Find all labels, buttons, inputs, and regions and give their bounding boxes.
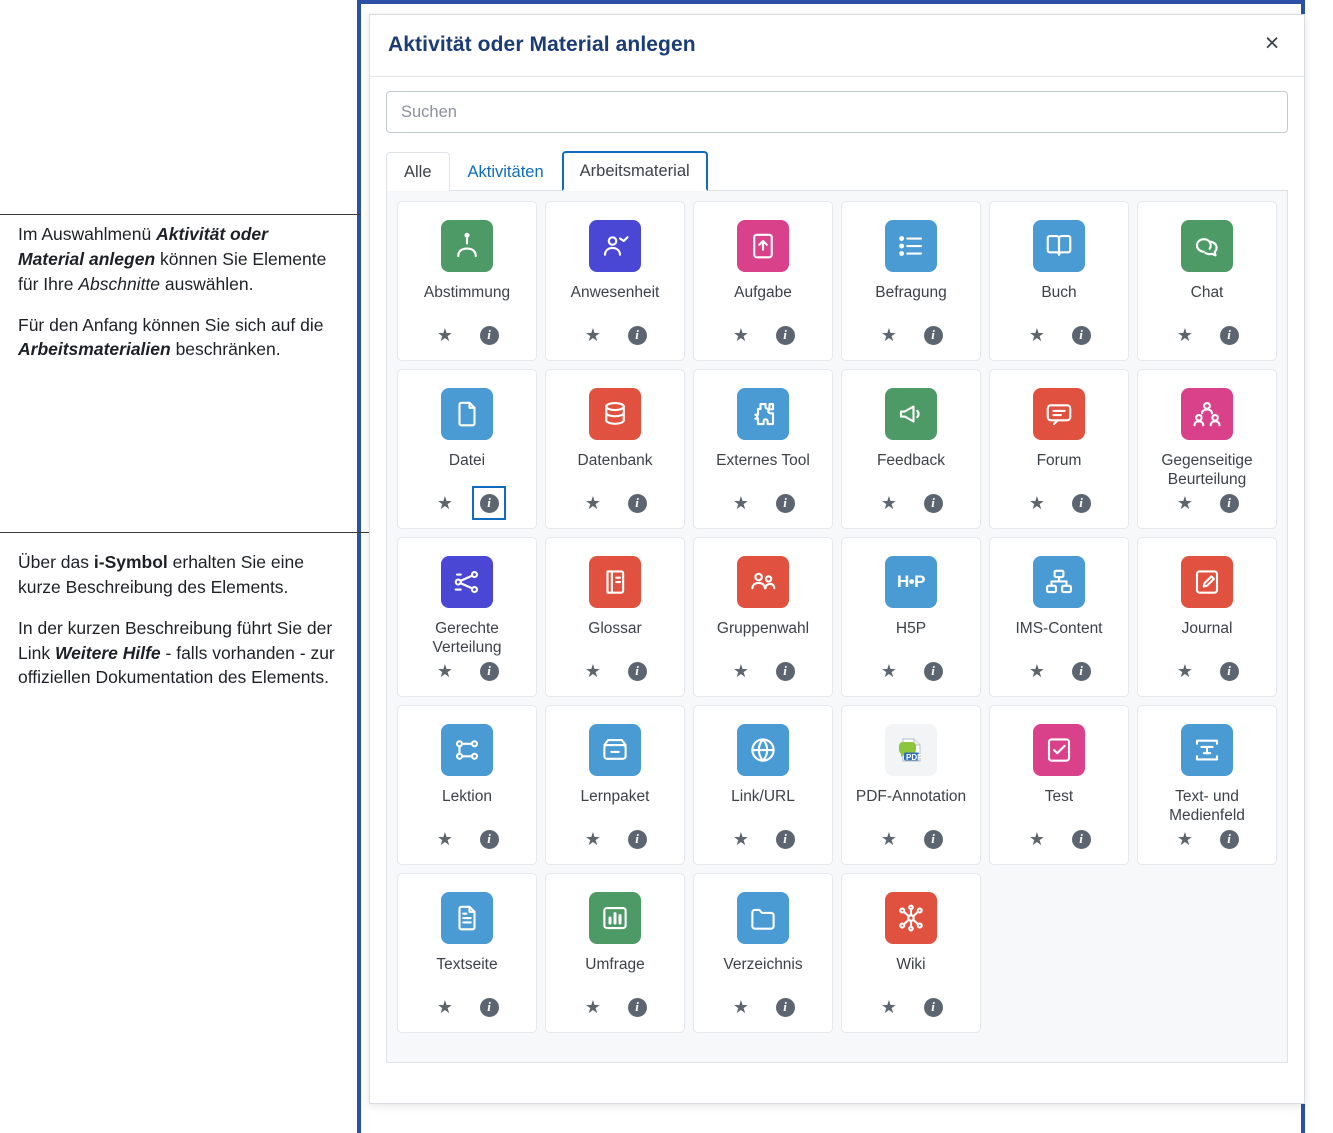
activity-card[interactable] [693,201,833,361]
info-glyph: i [776,998,795,1017]
annotation-text-run: können Sie Elemente für Ihre [18,248,327,294]
info-icon[interactable] [922,492,944,514]
activity-card[interactable] [397,537,537,697]
star-icon[interactable] [878,828,900,850]
activity-label: Gegenseitige Beurteilung [1161,452,1253,488]
info-glyph: i [628,830,647,849]
info-icon[interactable] [1218,492,1240,514]
info-glyph: i [1072,326,1091,345]
info-icon[interactable] [1070,324,1092,346]
annotation-paragraph [18,550,338,600]
star-glyph: ★ [1176,325,1194,345]
info-glyph: i [480,998,499,1017]
annotation-text-run: erhalten Sie eine kurze Beschreibung des Elements. [18,552,304,597]
star-glyph: ★ [880,325,898,345]
book-icon [1033,220,1085,272]
activity-card-actions [398,996,536,1018]
info-icon[interactable] [1070,492,1092,514]
star-glyph: ★ [1028,325,1046,345]
textmedia-icon [1181,724,1233,776]
info-icon[interactable] [774,996,796,1018]
info-icon[interactable] [478,660,500,682]
activity-card-actions [990,660,1128,682]
activity-card[interactable] [545,537,685,697]
activity-label: Chat [1190,284,1224,301]
info-glyph: i [776,494,795,513]
star-glyph: ★ [436,997,454,1017]
puzzle-icon [737,388,789,440]
annotation-column [0,0,352,1133]
star-icon[interactable] [878,324,900,346]
activity-card[interactable] [841,705,981,865]
info-glyph: i [924,326,943,345]
activity-label: Test [1044,788,1074,805]
activity-card-actions [990,492,1128,514]
star-icon[interactable] [434,324,456,346]
activity-label: Lernpaket [580,788,650,805]
pdf-annotation-icon: PDF [885,724,937,776]
activity-label: Datei [448,452,486,469]
activity-label: Befragung [875,284,947,301]
star-icon[interactable] [582,660,604,682]
info-icon[interactable] [922,660,944,682]
star-glyph: ★ [732,661,750,681]
star-icon[interactable] [1026,492,1048,514]
star-icon[interactable] [730,996,752,1018]
activity-card-actions [546,996,684,1018]
activity-card-actions [398,828,536,850]
info-glyph: i [1072,662,1091,681]
star-glyph: ★ [1028,661,1046,681]
info-glyph: i [628,326,647,345]
info-icon[interactable] [626,660,648,682]
info-glyph: i [480,494,499,513]
annotation-text-run: - falls vorhanden - zur offiziellen Dokumentation des Elements. [18,642,335,688]
star-glyph: ★ [880,829,898,849]
activity-card-actions [1138,324,1276,346]
activity-label: Datenbank [577,452,653,469]
info-icon[interactable] [774,324,796,346]
info-glyph: i [924,830,943,849]
activity-card-actions [990,828,1128,850]
annotation-text-run: Im Auswahlmenü [18,224,157,244]
info-glyph: i [776,830,795,849]
star-glyph: ★ [436,493,454,513]
info-glyph: i [1220,326,1239,345]
star-glyph: ★ [436,829,454,849]
activity-card-actions [398,324,536,346]
activity-label: Forum [1036,452,1082,469]
star-glyph: ★ [584,661,602,681]
activity-card[interactable] [545,705,685,865]
activity-card-actions [842,660,980,682]
tab-bar [386,150,1288,191]
activity-label: Aufgabe [734,284,792,301]
info-glyph: i [1220,662,1239,681]
info-icon[interactable] [626,324,648,346]
assignment-icon [737,220,789,272]
info-glyph: i [1220,830,1239,849]
star-glyph: ★ [584,829,602,849]
star-icon[interactable] [878,996,900,1018]
activity-card[interactable] [545,201,685,361]
info-glyph: i [924,662,943,681]
star-icon[interactable] [582,492,604,514]
activity-card[interactable] [1137,705,1277,865]
info-icon[interactable] [922,996,944,1018]
annotation-text-run: In der kurzen Beschreibung führt Sie der Link [18,617,333,663]
activity-card[interactable] [397,705,537,865]
activity-card[interactable] [841,369,981,529]
star-icon[interactable] [730,492,752,514]
lesson-icon [441,724,493,776]
activity-card[interactable] [989,201,1129,361]
info-icon[interactable] [1070,660,1092,682]
star-icon[interactable] [1174,660,1196,682]
activity-label: IMS-Content [1015,620,1103,637]
fair-allocation-icon [441,556,493,608]
star-glyph: ★ [880,661,898,681]
star-glyph: ★ [1028,829,1046,849]
star-icon[interactable] [1174,324,1196,346]
activity-card-actions [398,660,536,682]
star-icon[interactable] [582,996,604,1018]
star-glyph: ★ [732,325,750,345]
star-glyph: ★ [584,997,602,1017]
journal-icon [1181,556,1233,608]
activity-label: Glossar [588,620,642,637]
star-glyph: ★ [880,493,898,513]
info-glyph: i [924,494,943,513]
star-glyph: ★ [436,325,454,345]
activity-label: Buch [1041,284,1077,301]
star-icon[interactable] [730,828,752,850]
star-icon[interactable] [730,324,752,346]
info-glyph: i [776,326,795,345]
activity-card-actions [546,828,684,850]
activity-card-actions [842,492,980,514]
annotation-paragraph [18,313,338,363]
activity-card[interactable] [841,873,981,1033]
activity-card[interactable] [545,369,685,529]
annotation-text-run: beschränken. [170,339,281,360]
activity-label: Journal [1181,620,1233,637]
star-icon[interactable] [878,660,900,682]
activity-card[interactable] [693,369,833,529]
activity-label: Gerechte Verteilung [432,620,502,656]
activity-label: H5P [895,620,927,637]
activity-card[interactable] [397,201,537,361]
tab-alle[interactable]: Alle [386,152,450,191]
info-icon[interactable] [774,492,796,514]
star-icon[interactable] [434,660,456,682]
star-icon[interactable] [434,492,456,514]
star-icon[interactable] [1026,324,1048,346]
annotation-paragraph [18,222,338,297]
activity-label: Feedback [876,452,946,469]
ims-content-icon [1033,556,1085,608]
info-glyph: i [776,662,795,681]
tab-aktivit-ten[interactable]: Aktivitäten [450,152,562,191]
info-glyph: i [1072,494,1091,513]
create-activity-modal [369,14,1305,1104]
tab-arbeitsmaterial[interactable]: Arbeitsmaterial [562,151,708,191]
star-icon[interactable] [582,324,604,346]
activity-label: Gruppenwahl [716,620,810,637]
star-icon[interactable] [582,828,604,850]
info-glyph: i [480,662,499,681]
star-icon[interactable] [434,828,456,850]
choice-icon [441,220,493,272]
activity-card[interactable] [989,369,1129,529]
activity-label: Wiki [896,956,926,973]
activity-card-actions [842,324,980,346]
activity-card[interactable] [693,873,833,1033]
url-icon [737,724,789,776]
activity-card-actions [546,324,684,346]
glossary-icon [589,556,641,608]
activity-card[interactable] [1137,537,1277,697]
info-icon[interactable] [922,828,944,850]
activity-card[interactable] [841,537,981,697]
activity-card-actions [1138,492,1276,514]
activity-card[interactable] [693,537,833,697]
info-icon[interactable] [626,828,648,850]
info-icon[interactable] [478,492,500,514]
annotation-text-run: auswählen. [160,273,254,294]
star-icon[interactable] [1174,492,1196,514]
activity-card[interactable] [397,873,537,1033]
info-icon[interactable] [1218,324,1240,346]
star-icon[interactable] [730,660,752,682]
star-glyph: ★ [880,997,898,1017]
activity-card[interactable] [397,369,537,529]
page-icon [441,892,493,944]
annotation-1 [18,222,338,362]
forum-icon [1033,388,1085,440]
activity-card[interactable] [1137,369,1277,529]
annotation-text-run: Arbeitsmaterialien [18,339,171,360]
activity-card[interactable] [545,873,685,1033]
background-page-top-border [357,0,1305,4]
info-icon[interactable] [774,828,796,850]
workshop-icon [1181,388,1233,440]
activity-card[interactable] [1137,201,1277,361]
star-glyph: ★ [1176,493,1194,513]
activity-card-actions [546,660,684,682]
star-glyph: ★ [436,661,454,681]
chat-icon [1181,220,1233,272]
scorm-icon [589,724,641,776]
info-icon[interactable] [478,828,500,850]
info-glyph: i [628,494,647,513]
activity-label: Externes Tool [716,452,810,469]
activity-label: Text- und Medienfeld [1169,788,1245,824]
activity-label: Anwesenheit [570,284,660,301]
star-icon[interactable] [878,492,900,514]
info-icon[interactable] [922,324,944,346]
annotation-text-run: i-Symbol [93,552,168,572]
info-icon[interactable] [1218,828,1240,850]
activity-card-actions [842,828,980,850]
activity-card-actions [990,324,1128,346]
activity-label: Lektion [442,788,492,805]
star-icon[interactable] [1026,660,1048,682]
survey-icon [885,220,937,272]
info-glyph: i [924,998,943,1017]
star-glyph: ★ [584,325,602,345]
activity-card-actions [694,324,832,346]
quiz-icon [1033,724,1085,776]
attendance-icon [589,220,641,272]
info-glyph: i [1072,830,1091,849]
star-glyph: ★ [1176,661,1194,681]
modal-body [370,77,1304,1063]
info-glyph: i [628,998,647,1017]
annotation-2 [18,550,338,690]
activity-card-actions [1138,828,1276,850]
folder-icon [737,892,789,944]
annotation-text-run: Über das [18,552,94,572]
activity-card-actions [694,660,832,682]
activity-card-actions [398,492,536,514]
file-icon [441,388,493,440]
h5p-icon: H•P [885,556,937,608]
modal-header [370,15,1304,77]
star-glyph: ★ [1028,493,1046,513]
info-icon[interactable] [626,996,648,1018]
activity-label: Verzeichnis [723,956,803,973]
activity-card[interactable] [989,537,1129,697]
info-icon[interactable] [774,660,796,682]
star-icon[interactable] [1174,828,1196,850]
star-glyph: ★ [584,493,602,513]
info-icon[interactable] [1070,828,1092,850]
activity-card[interactable] [693,705,833,865]
star-glyph: ★ [732,997,750,1017]
star-icon[interactable] [1026,828,1048,850]
wiki-icon [885,892,937,944]
star-glyph: ★ [732,829,750,849]
groupchoice-icon [737,556,789,608]
activity-label: Link/URL [731,788,795,805]
activity-label: Umfrage [585,956,645,973]
activity-label: Textseite [436,956,498,973]
annotation-text-run: Für den Anfang können Sie sich auf die [18,314,324,335]
megaphone-icon [885,388,937,440]
activity-card-actions [546,492,684,514]
info-glyph: i [1220,494,1239,513]
annotation-text-run: Aktivität oder Material anlegen [18,224,268,269]
activity-card-actions [694,828,832,850]
annotation-text-run: Weitere Hilfe [54,642,161,663]
activity-card-actions [842,996,980,1018]
page-title: Aktivität oder Material anlegen [388,33,696,56]
activity-grid [397,201,1277,1033]
activity-card[interactable] [989,705,1129,865]
star-icon[interactable] [434,996,456,1018]
annotation-text-run: Abschnitte [78,273,161,294]
star-glyph: ★ [732,493,750,513]
activity-card-actions [1138,660,1276,682]
info-glyph: i [628,662,647,681]
database-icon [589,388,641,440]
activity-label: PDF-Annotation [855,788,967,805]
activity-card[interactable] [841,201,981,361]
info-icon[interactable] [626,492,648,514]
activity-grid-panel [386,191,1288,1063]
info-icon[interactable] [1218,660,1240,682]
info-icon[interactable] [478,324,500,346]
star-glyph: ★ [1176,829,1194,849]
info-glyph: i [480,830,499,849]
activity-label: Abstimmung [423,284,511,301]
activity-card-actions [694,492,832,514]
activity-card-actions [694,996,832,1018]
background-page-left-border [357,0,361,1133]
search-input[interactable] [386,91,1288,133]
info-icon[interactable] [478,996,500,1018]
poll-icon [589,892,641,944]
close-icon[interactable]: × [1256,27,1288,59]
annotation-paragraph [18,616,338,691]
info-glyph: i [480,326,499,345]
